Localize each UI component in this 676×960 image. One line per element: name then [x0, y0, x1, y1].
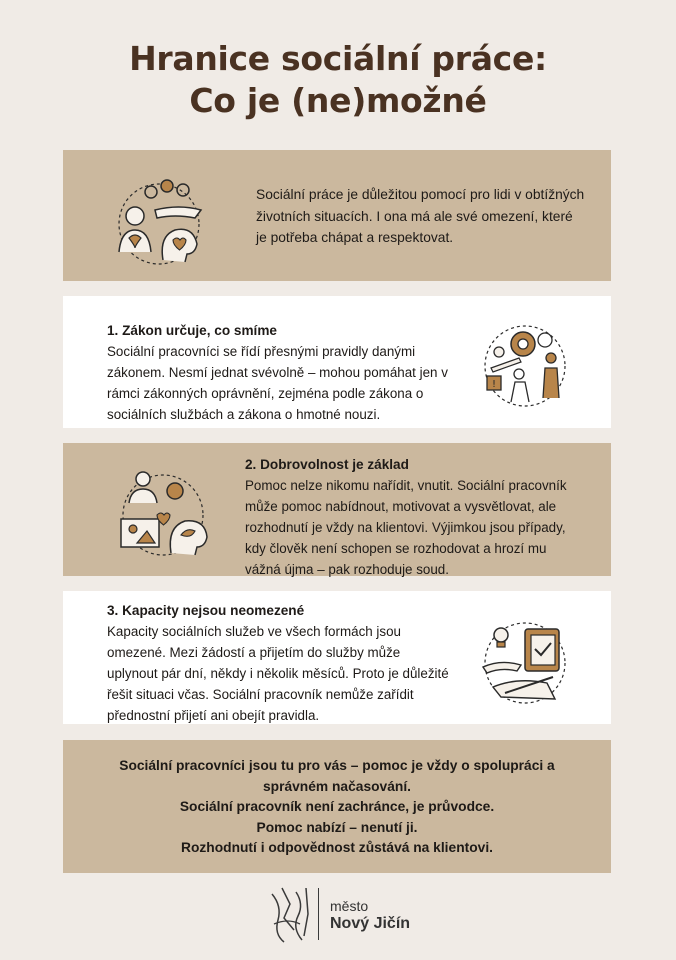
emotions-support-icon	[109, 174, 209, 266]
section-voluntary-content	[245, 454, 585, 580]
rules-gears-icon	[477, 318, 573, 410]
logo-separator	[318, 888, 319, 940]
outro-card	[63, 740, 611, 873]
title-line-2: Co je (ne)možné	[189, 81, 487, 120]
intro-text: Sociální práce je důležitou pomocí pro lidi v obtížných životních situacích. I ona má ale své omezení, které je potřeba chápat a respektovat.	[256, 187, 585, 245]
outro-line-4: Rozhodnutí i odpovědnost zůstává na klientovi.	[181, 840, 493, 855]
outro-line-1: Sociální pracovníci jsou tu pro vás – pomoc je vždy o spolupráci a správném načasování.	[119, 758, 555, 794]
outro-text	[63, 756, 611, 859]
section-law-content	[107, 320, 467, 425]
title-line-1: Hranice sociální práce:	[129, 39, 547, 78]
city-emblem-icon	[268, 884, 314, 946]
section-law-text: Sociální pracovníci se řídí přesnými pravidly danými zákonem. Nesmí jednat svévolně – mohou pomáhat jen v rámci zákonných oprávnění, zejména podle zákona o sociálních službách a zákona o hmotné nouzi.	[107, 344, 448, 422]
section-voluntary-text: Pomoc nelze nikomu nařídit, vnutit. Sociální pracovník může pomoc nabídnout, motivovat a vysvětlovat, ale rozhodnutí je vždy na klientovi. Výjimkou jsou případy, kdy člověk není schopen se rozhodovat a hrozí mu vážná újma – pak rozhoduje soud.	[245, 478, 567, 577]
section-voluntary-card	[63, 443, 611, 576]
choice-heads-icon	[113, 465, 217, 557]
page-title	[0, 38, 676, 122]
city-logo	[268, 884, 428, 946]
section-law-card	[63, 296, 611, 428]
intro-card	[63, 150, 611, 281]
outro-line-3: Pomoc nabízí – nenutí ji.	[256, 819, 418, 835]
section-capacity-content	[107, 600, 453, 726]
section-capacity-text: Kapacity sociálních služeb ve všech formách jsou omezené. Mezi žádostí a přijetím do služby může uplynout pár dní, někdy i několik měsíců. Proto je důležité řešit situaci včas. Sociální pracovník nemůže zařídit přednostní přijetí ani obejít pravidla.	[107, 624, 449, 723]
svg-text:!: !	[491, 379, 497, 390]
outro-line-2: Sociální pracovník není zachránce, je průvodce.	[179, 799, 495, 814]
notebook-idea-icon	[477, 615, 573, 709]
section-voluntary-heading: 2. Dobrovolnost je základ	[245, 457, 409, 472]
section-capacity-heading: 3. Kapacity nejsou neomezené	[107, 603, 305, 618]
logo-city-name: Nový Jičín	[330, 915, 411, 932]
section-capacity-card	[63, 591, 611, 724]
section-law-heading: 1. Zákon určuje, co smíme	[107, 323, 277, 338]
logo-city-label: město	[330, 898, 369, 914]
